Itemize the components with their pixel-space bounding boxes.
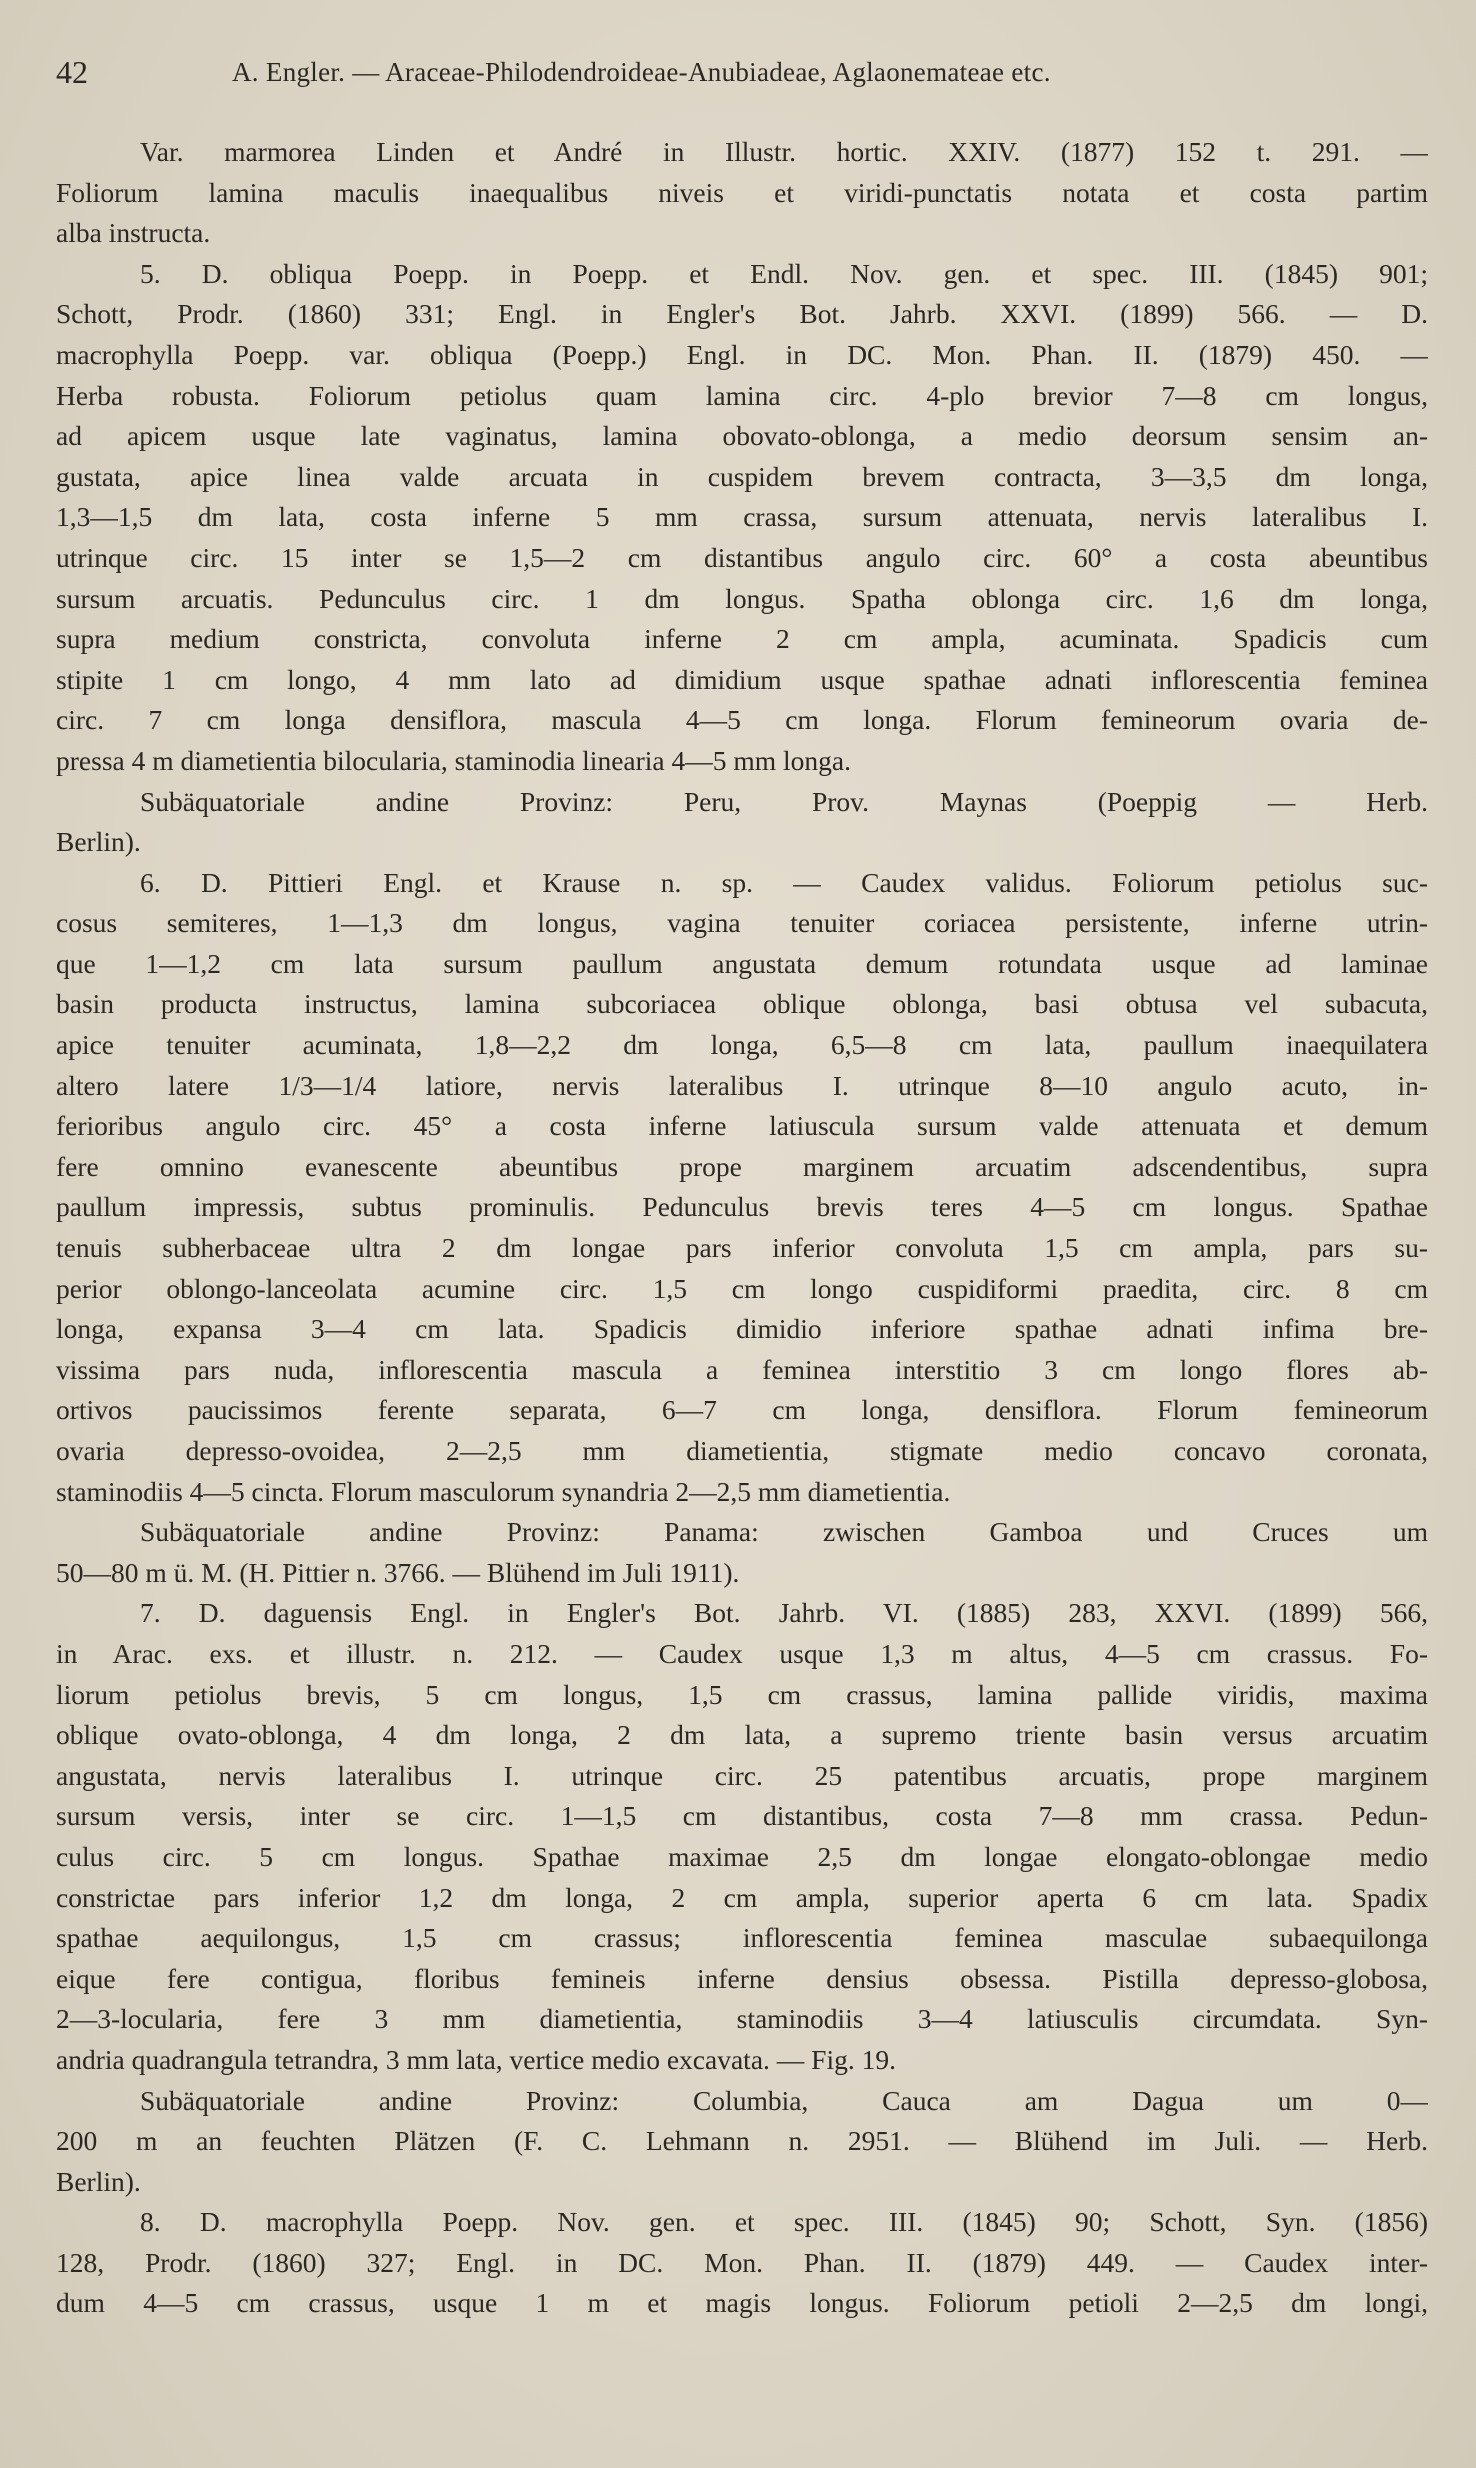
text-line: staminodiis 4—5 cincta. Florum masculorum synandria 2—2,5 mm diametientia. [56,1475,951,1507]
running-title: A. Engler. — Araceae-Philodendroideae-Anubiadeae, Aglaonemateae etc. [232,57,1051,87]
text-line: vissima pars nuda, inflorescentia mascula a feminea interstitio 3 cm longo flores ab- [56,1353,1428,1385]
text-line: 2—3-locularia, fere 3 mm diametientia, staminodiis 3—4 latiusculis circumdata. Syn- [56,2003,1428,2035]
text-line: oblique ovato-oblonga, 4 dm longa, 2 dm lata, a supremo triente basin versus arcuatim [56,1719,1428,1751]
text-line: ortivos paucissimos ferente separata, 6—7 cm longa, densiflora. Florum femineorum [56,1394,1428,1426]
text-line: ferioribus angulo circ. 45° a costa inferne latiuscula sursum valde attenuata et demum [56,1110,1428,1142]
text-line: basin producta instructus, lamina subcoriacea oblique oblonga, basi obtusa vel subacuta, [56,988,1428,1020]
text-line: Berlin). [56,826,141,858]
text-line: 6. D. Pittieri Engl. et Krause n. sp. — Caudex validus. Foliorum petiolus suc- [140,866,1428,898]
text-line: tenuis subherbaceae ultra 2 dm longae pars inferior convoluta 1,5 cm ampla, pars su- [56,1232,1428,1264]
text-line: altero latere 1/3—1/4 latiore, nervis lateralibus I. utrinque 8—10 angulo acuto, in- [56,1069,1428,1101]
text-line: Var. marmorea Linden et André in Illustr. hortic. XXIV. (1877) 152 t. 291. — [140,136,1428,167]
text-line: Foliorum lamina maculis inaequalibus niveis et viridi-punctatis notata et costa partim [56,176,1428,208]
text-line: Schott, Prodr. (1860) 331; Engl. in Engler's Bot. Jahrb. XXVI. (1899) 566. — D. [56,298,1428,330]
text-line: Subäquatoriale andine Provinz: Columbia, Cauca am Dagua um 0— [140,2084,1428,2116]
body-text [56,132,1428,2324]
text-line: 1,3—1,5 dm lata, costa inferne 5 mm crassa, sursum attenuata, nervis lateralibus I. [56,501,1428,533]
text-line: circ. 7 cm longa densiflora, mascula 4—5 cm longa. Florum femineorum ovaria de- [56,704,1428,736]
text-line: 8. D. macrophylla Poepp. Nov. gen. et spec. III. (1845) 90; Schott, Syn. (1856) [140,2206,1428,2238]
text-line: eique fere contigua, floribus femineis inferne densius obsessa. Pistilla depresso-globosa, [56,1962,1428,1994]
page-header [56,50,1416,94]
text-line: angustata, nervis lateralibus I. utrinque circ. 25 patentibus arcuatis, prope marginem [56,1759,1428,1791]
text-line: ad apicem usque late vaginatus, lamina obovato-oblonga, a medio deorsum sensim an- [56,420,1428,452]
text-line: 7. D. daguensis Engl. in Engler's Bot. Jahrb. VI. (1885) 283, XXVI. (1899) 566, [140,1597,1428,1629]
text-line: 128, Prodr. (1860) 327; Engl. in DC. Mon. Phan. II. (1879) 449. — Caudex inter- [56,2246,1428,2278]
text-line: dum 4—5 cm crassus, usque 1 m et magis longus. Foliorum petioli 2—2,5 dm longi, [56,2287,1428,2319]
text-line: cosus semiteres, 1—1,3 dm longus, vagina tenuiter coriacea persistente, inferne utrin- [56,907,1428,939]
text-line: ovaria depresso-ovoidea, 2—2,5 mm diametientia, stigmate medio concavo coronata, [56,1435,1428,1466]
text-line: Subäquatoriale andine Provinz: Peru, Prov. Maynas (Poeppig — Herb. [140,785,1428,817]
text-line: stipite 1 cm longo, 4 mm lato ad dimidium usque spathae adnati inflorescentia feminea [56,663,1428,695]
text-line: longa, expansa 3—4 cm lata. Spadicis dimidio inferiore spathae adnati infima bre- [56,1313,1428,1345]
text-line: Herba robusta. Foliorum petiolus quam lamina circ. 4-plo brevior 7—8 cm longus, [56,379,1428,411]
text-line: alba instructa. [56,217,211,249]
text-line: Berlin). [56,2165,141,2197]
page-number: 42 [56,54,88,90]
text-line: 5. D. obliqua Poepp. in Poepp. et Endl. Nov. gen. et spec. III. (1845) 901; [140,257,1428,289]
text-line: sursum versis, inter se circ. 1—1,5 cm distantibus, costa 7—8 mm crassa. Pedun- [56,1800,1428,1832]
text-line: in Arac. exs. et illustr. n. 212. — Caudex usque 1,3 m altus, 4—5 cm crassus. Fo- [56,1637,1428,1669]
text-line: supra medium constricta, convoluta inferne 2 cm ampla, acuminata. Spadicis cum [56,623,1428,655]
text-line: fere omnino evanescente abeuntibus prope marginem arcuatim adscendentibus, supra [56,1150,1428,1182]
text-line: apice tenuiter acuminata, 1,8—2,2 dm longa, 6,5—8 cm lata, paullum inaequilatera [56,1029,1428,1061]
text-line: liorum petiolus brevis, 5 cm longus, 1,5 cm crassus, lamina pallide viridis, maxima [56,1678,1428,1710]
text-line: paullum impressis, subtus prominulis. Pedunculus brevis teres 4—5 cm longus. Spathae [56,1191,1428,1223]
text-line: que 1—1,2 cm lata sursum paullum angustata demum rotundata usque ad laminae [56,947,1428,979]
text-line: constrictae pars inferior 1,2 dm longa, 2 cm ampla, superior aperta 6 cm lata. Spadix [56,1881,1428,1913]
text-line: macrophylla Poepp. var. obliqua (Poepp.) Engl. in DC. Mon. Phan. II. (1879) 450. — [56,338,1428,370]
text-line: gustata, apice linea valde arcuata in cuspidem brevem contracta, 3—3,5 dm longa, [56,460,1428,492]
text-line: sursum arcuatis. Pedunculus circ. 1 dm longus. Spatha oblonga circ. 1,6 dm longa, [56,582,1428,614]
text-line: andria quadrangula tetrandra, 3 mm lata, vertice medio excavata. — Fig. 19. [56,2043,896,2075]
text-line: utrinque circ. 15 inter se 1,5—2 cm distantibus angulo circ. 60° a costa abeuntibus [56,541,1428,573]
text-line: culus circ. 5 cm longus. Spathae maximae 2,5 dm longae elongato-oblongae medio [56,1840,1428,1872]
text-line: Subäquatoriale andine Provinz: Panama: zwischen Gamboa und Cruces um [140,1516,1428,1548]
text-line: spathae aequilongus, 1,5 cm crassus; inflorescentia feminea masculae subaequilonga [56,1922,1428,1954]
text-line: pressa 4 m diametientia bilocularia, staminodia linearia 4—5 mm longa. [56,744,851,776]
text-line: 200 m an feuchten Plätzen (F. C. Lehmann n. 2951. — Blühend im Juli. — Herb. [56,2125,1428,2157]
text-line: 50—80 m ü. M. (H. Pittier n. 3766. — Blühend im Juli 1911). [56,1556,740,1588]
text-line: perior oblongo-lanceolata acumine circ. 1,5 cm longo cuspidiformi praedita, circ. 8 cm [56,1272,1428,1304]
